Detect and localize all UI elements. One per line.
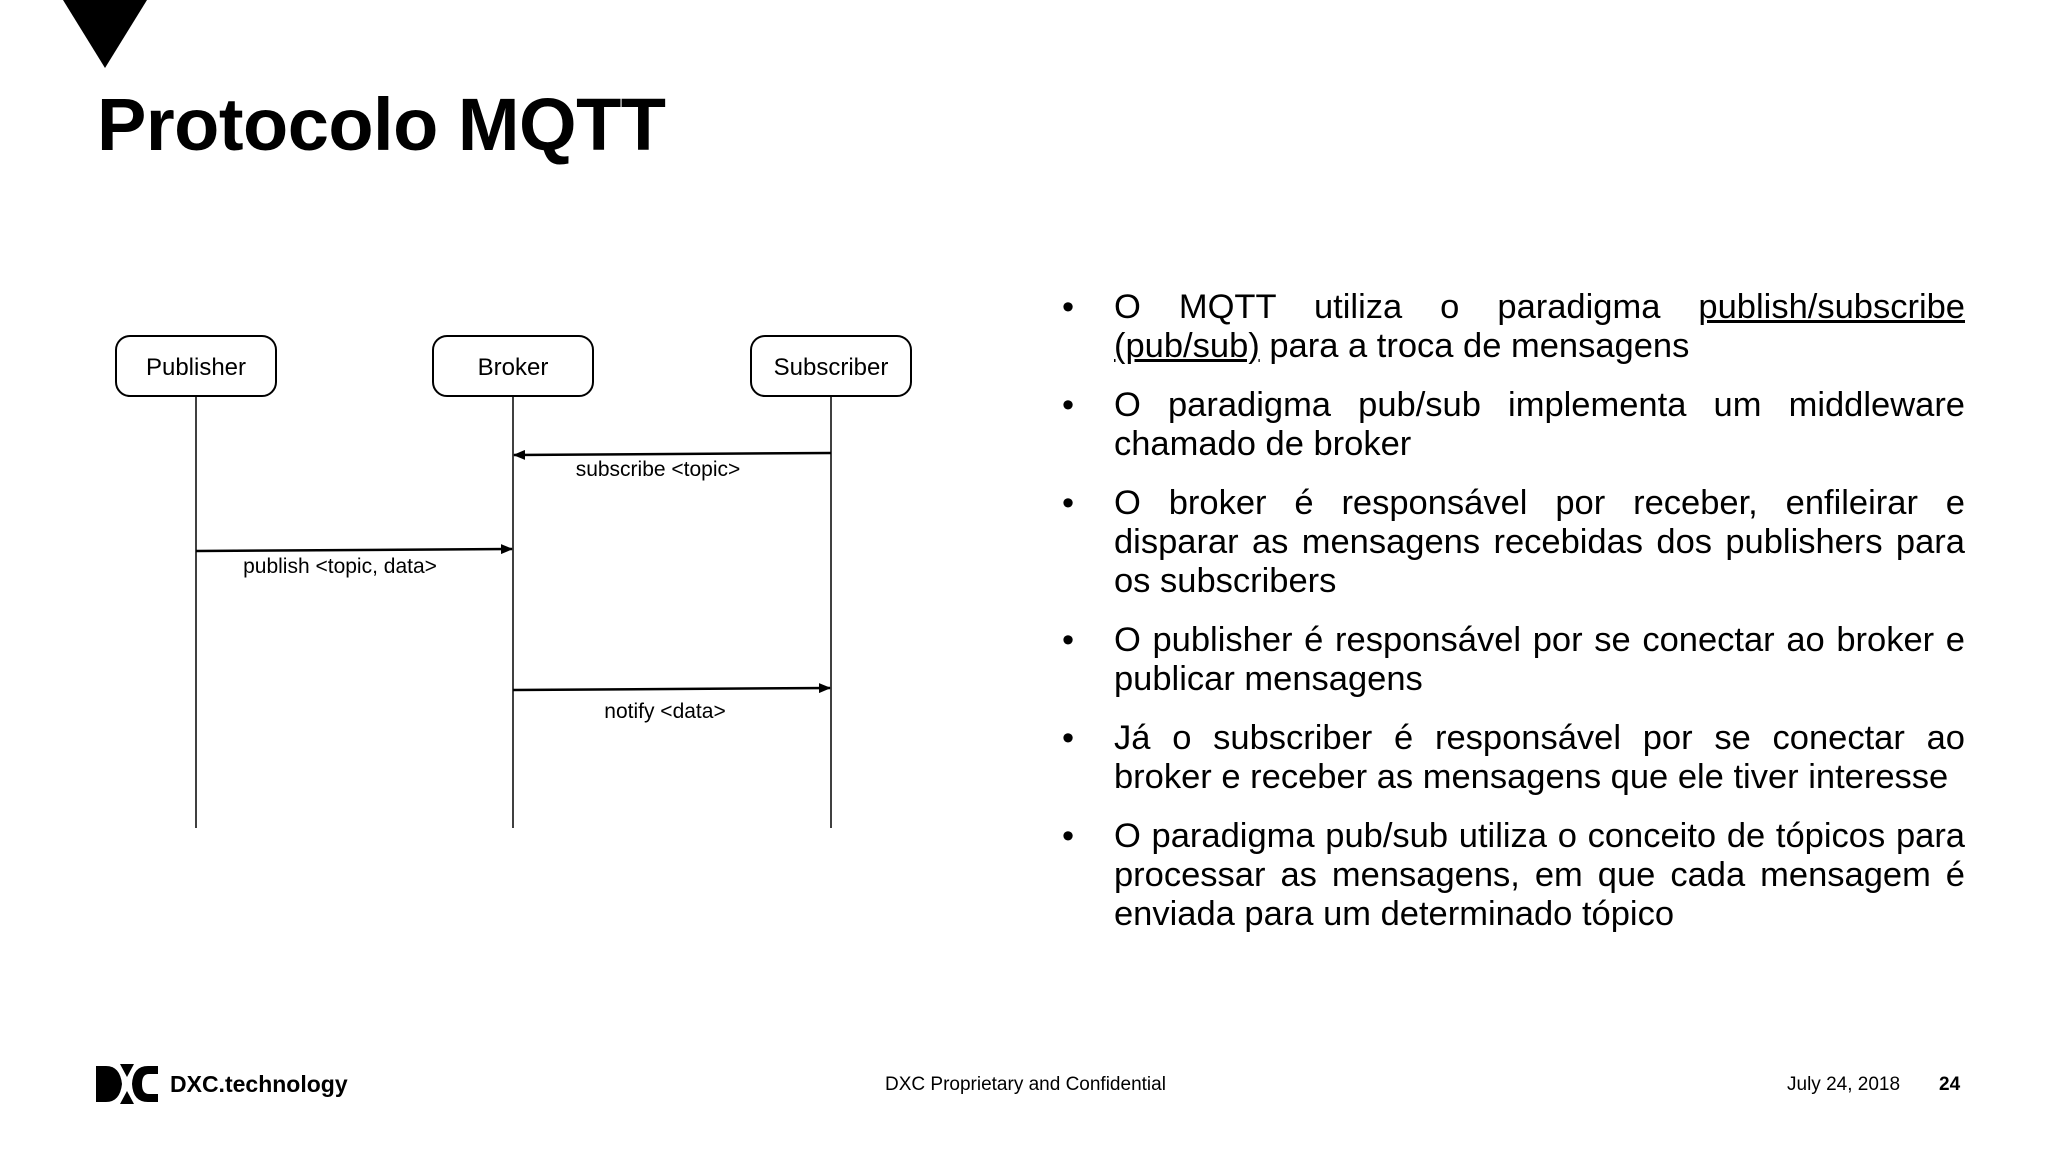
bullet-item	[1060, 621, 1965, 699]
bullet-text: O paradigma pub/sub utiliza o conceito de tópicos para processar as mensagens, em que cada mensagem é enviada para um determinado tópico	[1114, 817, 1965, 933]
confidential-notice: DXC Proprietary and Confidential	[885, 1074, 1166, 1095]
bullet-text: O publisher é responsável por se conectar ao broker e publicar mensagens	[1114, 621, 1965, 698]
bullet-list	[1060, 288, 1965, 954]
bullet-dot: •	[1062, 817, 1075, 855]
participant-label-publisher: Publisher	[145, 354, 247, 381]
dxc-logo-icon	[96, 1064, 158, 1104]
bullet-item	[1060, 386, 1965, 464]
bullet-text-before: O MQTT utiliza o paradigma	[1114, 288, 1699, 326]
bullet-dot: •	[1062, 484, 1075, 522]
brand-name: DXC.technology	[170, 1070, 348, 1097]
slide-title: Protocolo MQTT	[97, 83, 666, 166]
corner-triangle-decoration	[63, 0, 147, 68]
participant-label-subscriber: Subscriber	[773, 354, 889, 381]
footer-date: July 24, 2018	[1787, 1074, 1901, 1095]
bullet-item	[1060, 484, 1965, 601]
bullet-text: O paradigma pub/sub implementa um middleware chamado de broker	[1114, 386, 1965, 463]
message-arrow-publish	[196, 549, 512, 551]
bullet-text-underlined: publish/subscribe (pub/sub)	[1114, 288, 1965, 365]
page-number: 24	[1939, 1074, 1961, 1095]
bullet-item	[1060, 817, 1965, 934]
bullet-dot: •	[1062, 719, 1075, 757]
bullet-item	[1060, 288, 1965, 366]
bullet-dot: •	[1062, 621, 1075, 659]
bullet-text: O broker é responsável por receber, enfileirar e disparar as mensagens recebidas dos publishers para os subscribers	[1114, 484, 1965, 600]
bullet-text: Já o subscriber é responsável por se conectar ao broker e receber as mensagens que ele tiver interesse	[1114, 719, 1965, 796]
dxc-logo	[96, 1064, 348, 1104]
message-arrow-subscribe	[514, 453, 831, 455]
sequence-diagram	[100, 320, 940, 840]
bullet-item	[1060, 719, 1965, 797]
message-arrow-notify	[513, 688, 830, 690]
bullet-text-after: para a troca de mensagens	[1259, 327, 1690, 365]
message-label-notify: notify <data>	[604, 700, 726, 723]
participant-label-broker: Broker	[477, 354, 549, 381]
message-label-publish: publish <topic, data>	[243, 555, 437, 578]
bullet-dot: •	[1062, 386, 1075, 424]
message-label-subscribe: subscribe <topic>	[575, 458, 741, 481]
bullet-dot: •	[1062, 288, 1075, 326]
